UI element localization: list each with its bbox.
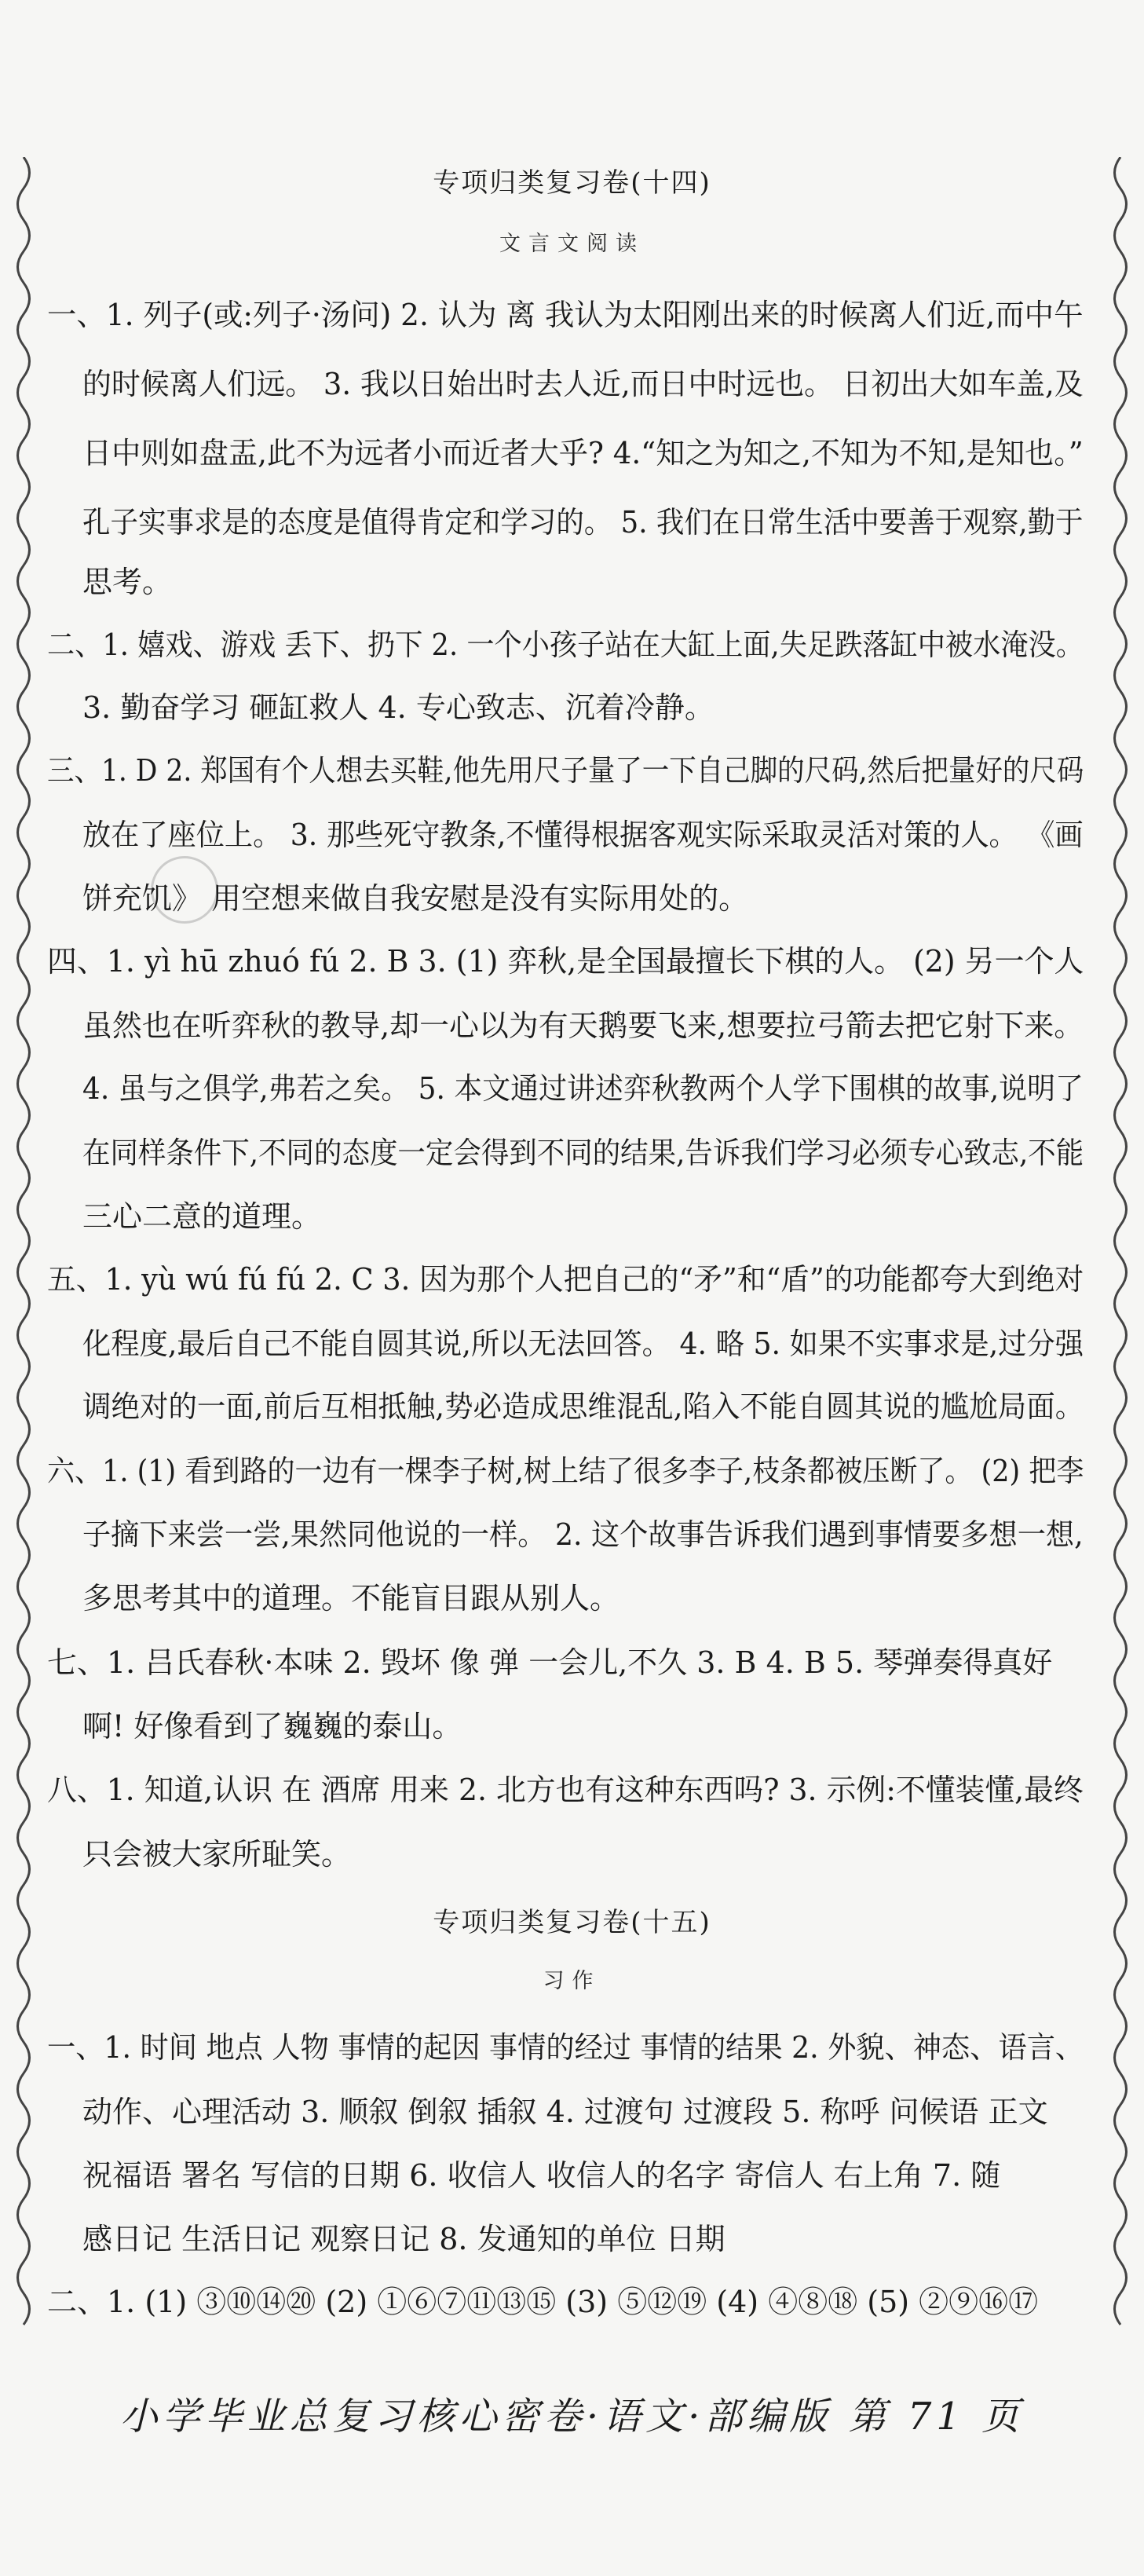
- page-footer: 小学毕业总复习核心密卷·语文·部编版 第 71 页: [119, 2395, 1025, 2439]
- answer-line: 五、1. yù wú fú fú 2. C 3. 因为那个人把自己的“矛”和“盾”的功能都夸大到绝对: [47, 1262, 1084, 1297]
- answer-line: 一、1. 列子(或:列子·汤问) 2. 认为 离 我认为太阳刚出来的时候离人们近,而中午: [47, 298, 1084, 332]
- answer-line: 放在了座位上。 3. 那些死守教条,不懂得根据客观实际采取灵活对策的人。 《画: [82, 818, 1084, 852]
- answer-line: 在同样条件下,不同的态度一定会得到不同的结果,告诉我们学习必须专心致志,不能: [82, 1136, 1084, 1170]
- answer-line: 四、1. yì hū zhuó fú 2. B 3. (1) 弈秋,是全国最擅长下棋的人。 (2) 另一个人: [47, 944, 1084, 979]
- answer-line: 感日记 生活日记 观察日记 8. 发通知的单位 日期: [82, 2222, 726, 2256]
- decorative-border-left: [8, 157, 39, 2340]
- answer-line: 祝福语 署名 写信的日期 6. 收信人 收信人的名字 寄信人 右上角 7. 随: [82, 2158, 1001, 2193]
- answer-line: 一、1. 时间 地点 人物 事情的起因 事情的经过 事情的结果 2. 外貌、神态、语言、: [47, 2030, 1084, 2065]
- answer-line: 三心二意的道理。: [82, 1199, 322, 1234]
- answer-line: 七、1. 吕氏春秋·本味 2. 毁坏 像 弹 一会儿,不久 3. B 4. B 5. 琴弹奏得真好: [47, 1645, 1053, 1680]
- answer-line: 3. 勤奋学习 砸缸救人 4. 专心致志、沉着冷静。: [82, 690, 715, 725]
- section-subtitle-15: 习作: [543, 1969, 601, 1993]
- answer-line: 动作、心理活动 3. 顺叙 倒叙 插叙 4. 过渡句 过渡段 5. 称呼 问候语 正文: [82, 2095, 1048, 2129]
- answer-line: 二、1. (1) ③⑩⑭⑳ (2) ①⑥⑦⑪⑬⑮ (3) ⑤⑫⑲ (4) ④⑧⑱ (5) ②⑨⑯⑰: [47, 2285, 1039, 2319]
- answer-line: 虽然也在听弈秋的教导,却一心以为有天鹅要飞来,想要拉弓箭去把它射下来。: [82, 1008, 1084, 1043]
- section-title-14: 专项归类复习卷(十四): [433, 167, 711, 199]
- answer-line: 日中则如盘盂,此不为远者小而近者大乎? 4.“知之为知之,不知为不知,是知也。”: [82, 436, 1084, 470]
- answer-line: 只会被大家所耻笑。: [82, 1837, 352, 1872]
- answer-line: 的时候离人们远。 3. 我以日始出时去人近,而日中时远也。 日初出大如车盖,及: [82, 367, 1084, 401]
- answer-line: 思考。: [82, 565, 173, 599]
- answer-line: 化程度,最后自己不能自圆其说,所以无法回答。 4. 略 5. 如果不实事求是,过分强: [82, 1326, 1084, 1361]
- answer-line: 三、1. D 2. 郑国有个人想去买鞋,他先用尺子量了一下自己脚的尺码,然后把量好的尺码: [47, 753, 1084, 788]
- answer-line: 六、1. (1) 看到路的一边有一棵李子树,树上结了很多李子,枝条都被压断了。 (2) 把李: [47, 1454, 1084, 1488]
- answer-line: 子摘下来尝一尝,果然同他说的一样。 2. 这个故事告诉我们遇到事情要多想一想,: [82, 1517, 1084, 1552]
- section-subtitle-14: 文言文阅读: [499, 232, 645, 256]
- answer-line: 4. 虽与之俱学,弗若之矣。 5. 本文通过讲述弈秋教两个人学下围棋的故事,说明了: [82, 1071, 1084, 1106]
- answer-line: 二、1. 嬉戏、游戏 丢下、扔下 2. 一个小孩子站在大缸上面,失足跌落缸中被水淹没。: [47, 628, 1084, 662]
- section-title-15: 专项归类复习卷(十五): [433, 1907, 711, 1938]
- answer-line: 八、1. 知道,认识 在 酒席 用来 2. 北方也有这种东西吗? 3. 示例:不懂装懂,最终: [47, 1773, 1084, 1807]
- answer-line: 多思考其中的道理。不能盲目跟从别人。: [82, 1581, 620, 1615]
- decorative-border-right: [1105, 157, 1136, 2340]
- answer-line: 孔子实事求是的态度是值得肯定和学习的。 5. 我们在日常生活中要善于观察,勤于: [82, 505, 1084, 540]
- answer-line: 啊! 好像看到了巍巍的泰山。: [82, 1709, 462, 1744]
- answer-line: 调绝对的一面,前后互相抵触,势必造成思维混乱,陷入不能自圆其说的尴尬局面。: [82, 1389, 1084, 1424]
- answer-line: 饼充饥》 用空想来做自我安慰是没有实际用处的。: [82, 881, 749, 916]
